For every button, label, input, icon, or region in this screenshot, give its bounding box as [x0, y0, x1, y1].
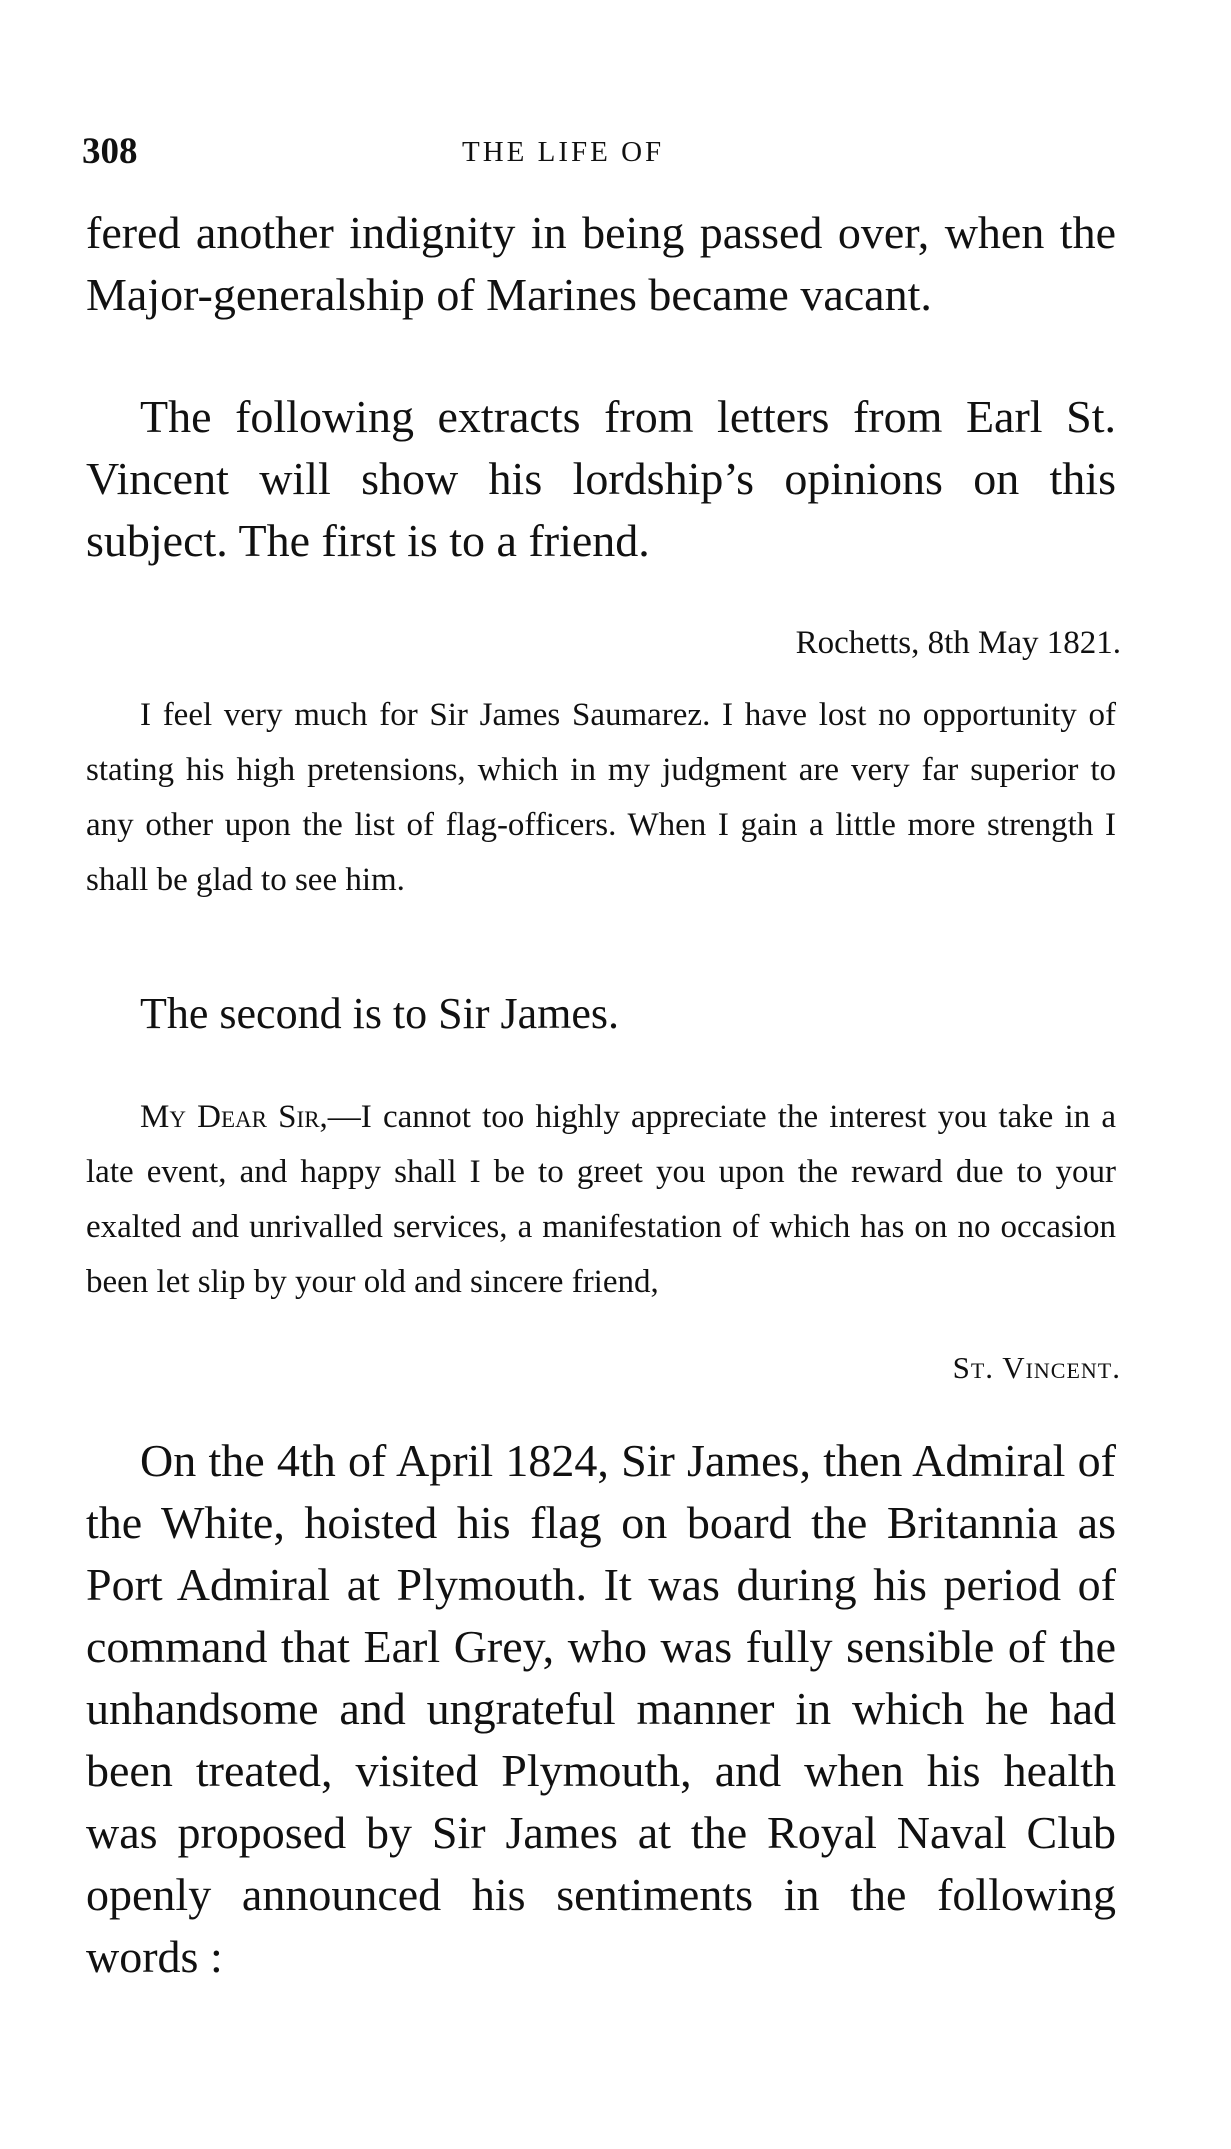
- running-head: THE LIFE OF: [462, 136, 665, 168]
- letter-signature: St. Vincent.: [952, 1350, 1121, 1385]
- second-letter-intro: The second is to Sir James.: [140, 989, 620, 1038]
- paragraph-1: fered another indignity in being passed over, when the Major-generalship of Marines became vacant.: [86, 207, 1116, 320]
- letter-to-friend: [86, 688, 1116, 908]
- paragraph-plymouth: [86, 1430, 1116, 1988]
- paragraph-continuation: [86, 202, 1116, 326]
- letter-2-body: [86, 1090, 1116, 1310]
- paragraph-3: On the 4th of April 1824, Sir James, then Admiral of the White, hoisted his flag on board the Britannia as Port Admiral at Plymouth. It was during his period of command that Earl Grey, who was fully sensible of the unhandsome and ungrateful manner in which he had been treated, visited Plymouth, and when his health was proposed by Sir James at the Royal Naval Club openly announced his sentiments in the following words :: [86, 1435, 1116, 1982]
- page-number: 308: [82, 131, 138, 172]
- page-header: [82, 130, 1122, 180]
- letter-to-sir-james: [86, 1090, 1116, 1310]
- letter-2-salutation: My Dear Sir,: [140, 1099, 328, 1135]
- paragraph-extracts-intro: [86, 386, 1116, 572]
- letter-1-text: I feel very much for Sir James Saumarez. I have lost no opportunity of stating his high pretensions, which in my judgment are very far superior to any other upon the list of flag-officers. When I gain a little more strength I shall be glad to see him.: [86, 697, 1116, 898]
- letter-dateline: Rochetts, 8th May 1821.: [795, 625, 1121, 661]
- paragraph-2: The following extracts from letters from Earl St. Vincent will show his lordship’s opinions on this subject. The first is to a friend.: [86, 391, 1116, 566]
- letter-2-text: —I cannot too highly appreciate the interest you take in a late event, and happy shall I be to greet you upon the reward due to your exalted and unrivalled services, a manifestation of which has on no occasion been let slip by your old and sincere friend,: [86, 1099, 1116, 1300]
